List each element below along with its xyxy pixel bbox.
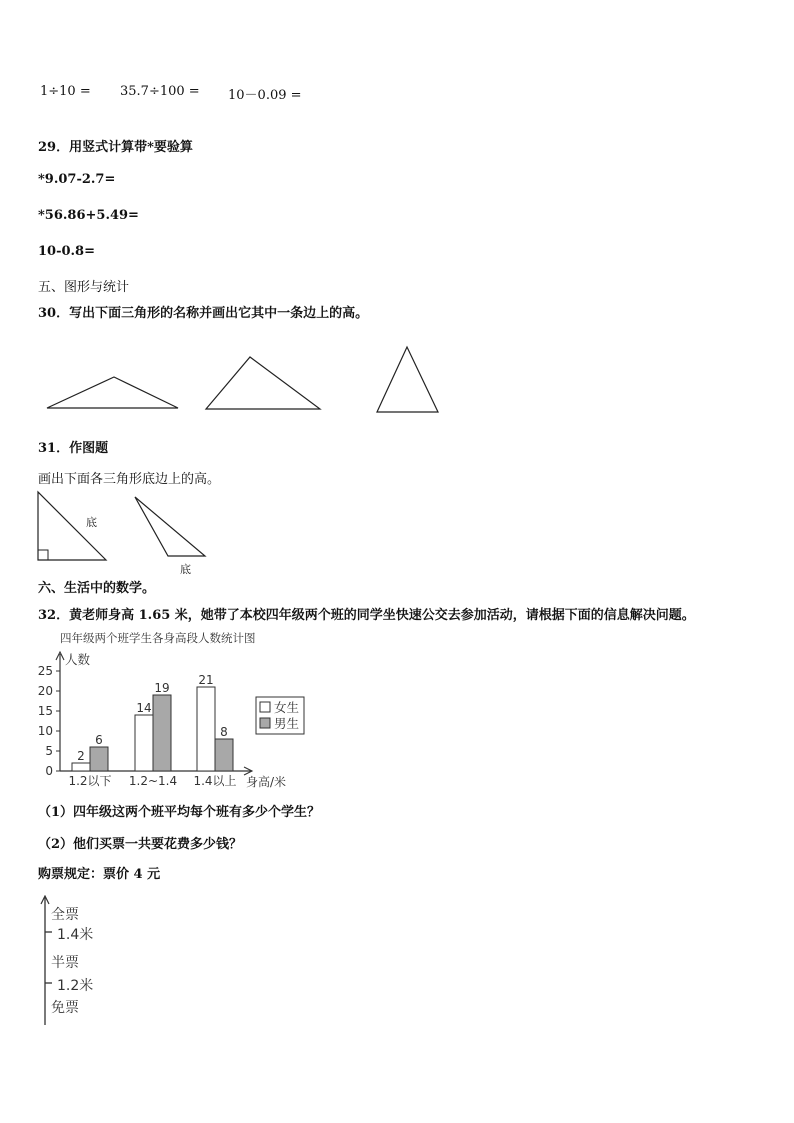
bar-girls (72, 763, 90, 771)
q32-title: 32．黄老师身高 1.65 米，她带了本校四年级两个班的同学坐快速公交去参加活动，请根据下面的信息解决问题。 (38, 608, 695, 623)
bar-boys (215, 739, 233, 771)
legend-label: 男生 (274, 716, 300, 731)
category-label: 1.2以下 (68, 774, 112, 788)
calc-item: 10－0.09 = (228, 88, 302, 103)
section-heading: 五、图形与统计 (38, 280, 130, 295)
q29-title: 29．用竖式计算带*要验算 (38, 140, 193, 155)
bar-value-label: 21 (198, 673, 214, 687)
q32-sub1: （1）四年级这两个班平均每个班有多少个学生？ (38, 805, 321, 820)
bar-value-label: 6 (95, 733, 103, 747)
legend-swatch (260, 702, 270, 712)
obtuse-triangle (47, 377, 178, 408)
half-ticket-label: 半票 (51, 955, 79, 971)
ticket-rule: 购票规定：票价 4 元 (38, 867, 161, 882)
y-tick-label: 10 (37, 724, 53, 738)
bar-value-label: 14 (136, 701, 152, 715)
q29-item: *9.07-2.7= (38, 172, 116, 187)
acute-triangle (377, 347, 438, 412)
y-tick-label: 20 (37, 684, 53, 698)
y-tick-label: 15 (37, 704, 53, 718)
right-triangle (206, 357, 320, 409)
bar-value-label: 2 (77, 749, 85, 763)
legend-label: 女生 (274, 700, 300, 715)
bar-girls (135, 715, 153, 771)
q32-sub2: （2）他们买票一共要花费多少钱？ (38, 837, 243, 852)
y-tick-label: 25 (37, 664, 53, 678)
calc-item: 35.7÷100 = (120, 84, 200, 99)
base-label: 底 (86, 516, 97, 529)
legend-swatch (260, 718, 270, 728)
height-mark-label: 1.4米 (57, 927, 94, 943)
bar-value-label: 19 (154, 681, 170, 695)
y-axis-label: 人数 (65, 652, 91, 667)
free-ticket-label: 免票 (51, 1000, 79, 1016)
base-label: 底 (180, 563, 191, 576)
bar-girls (197, 687, 215, 771)
obtuse-triangle-2 (135, 497, 205, 556)
calc-item: 1÷10 = (40, 84, 91, 99)
q31-title: 31．作图题 (38, 441, 109, 456)
q31-triangles (0, 488, 260, 578)
category-label: 1.4以上 (193, 774, 237, 788)
category-label: 1.2~1.4 (128, 774, 178, 788)
x-axis-label: 身高/米 (246, 775, 287, 789)
q31-instruction: 画出下面各三角形底边上的高。 (38, 472, 221, 487)
q29-item: 10-0.8= (38, 244, 95, 259)
section-heading: 六、生活中的数学。 (38, 581, 156, 596)
full-ticket-label: 全票 (51, 907, 79, 923)
q30-title: 30．写出下面三角形的名称并画出它其中一条边上的高。 (38, 306, 369, 321)
y-tick-label: 5 (45, 744, 53, 758)
bar-boys (90, 747, 108, 771)
height-mark-label: 1.2米 (57, 978, 94, 994)
y-tick-label: 0 (45, 764, 53, 778)
q30-triangles (0, 340, 500, 420)
bar-boys (153, 695, 171, 771)
right-angle-marker (38, 550, 48, 560)
q29-item: *56.86+5.49= (38, 208, 139, 223)
bar-value-label: 8 (220, 725, 228, 739)
chart-title: 四年级两个班学生各身高段人数统计图 (60, 631, 256, 645)
bar-chart (30, 646, 310, 791)
